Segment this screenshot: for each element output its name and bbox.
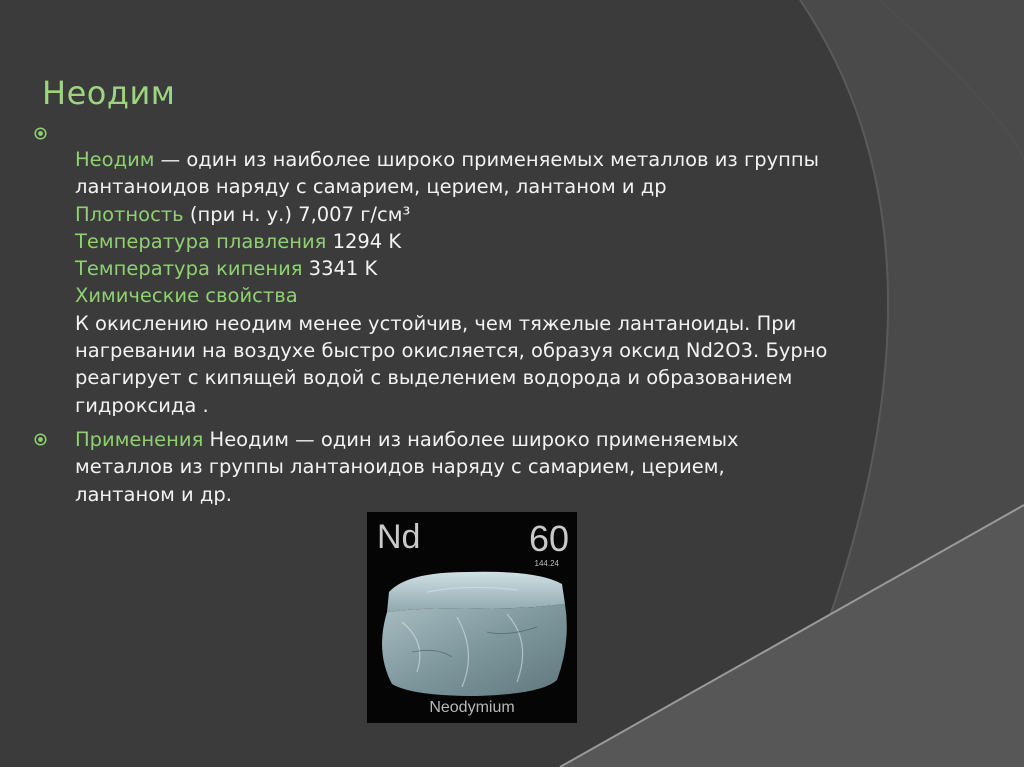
bullet1-content: [75, 146, 875, 419]
neodim-heading: Неодим: [75, 148, 155, 171]
chem-label: Химические свойства: [75, 284, 298, 308]
boiling-line: [75, 255, 875, 282]
applications-line-2: металлов из группы лантаноидов наряду с самарием, церием,: [75, 455, 725, 479]
bullet-icon: [34, 433, 47, 446]
intro-line-2: лантаноидов наряду с самарием, церием, лантаном и др: [75, 175, 667, 199]
intro-line-1: Неодим — один из наиболее широко применяемых металлов из группы: [75, 148, 820, 171]
element-name: Neodymium: [429, 699, 515, 716]
applications-line-3: лантаном и др.: [75, 482, 232, 506]
slide-title: Неодим: [42, 74, 176, 112]
boiling-value: 3341 K: [302, 257, 378, 281]
chem-line-4: гидроксида .: [75, 393, 209, 417]
bullet-icon: [34, 127, 47, 140]
chem-line-1: К окислению неодим менее устойчив, чем тяжелые лантаноиды. При: [75, 311, 797, 335]
element-symbol: Nd: [377, 518, 421, 556]
bullet2-content: [75, 426, 795, 508]
atomic-number: 60: [528, 518, 569, 559]
melting-value: 1294 K: [326, 229, 402, 253]
density-line: [75, 201, 875, 228]
applications-line-1: Применения Неодим — один из наиболее широко применяемых: [75, 428, 739, 451]
neodymium-image: [367, 512, 577, 723]
chem-line-3: реагирует с кипящей водой с выделением водорода и образованием: [75, 366, 793, 390]
boiling-label: Температура кипения: [75, 257, 303, 281]
applications-label: Применения: [75, 428, 204, 451]
density-value: (при н. у.) 7,007 г/см³: [183, 202, 411, 226]
density-label: Плотность: [75, 202, 184, 226]
chem-line-2: нагревании на воздухе быстро окисляется, образуя оксид Nd2O3. Бурно: [75, 339, 828, 363]
atomic-mass: 144.24: [534, 559, 559, 568]
melting-label: Температура плавления: [75, 229, 327, 253]
melting-line: [75, 228, 875, 255]
